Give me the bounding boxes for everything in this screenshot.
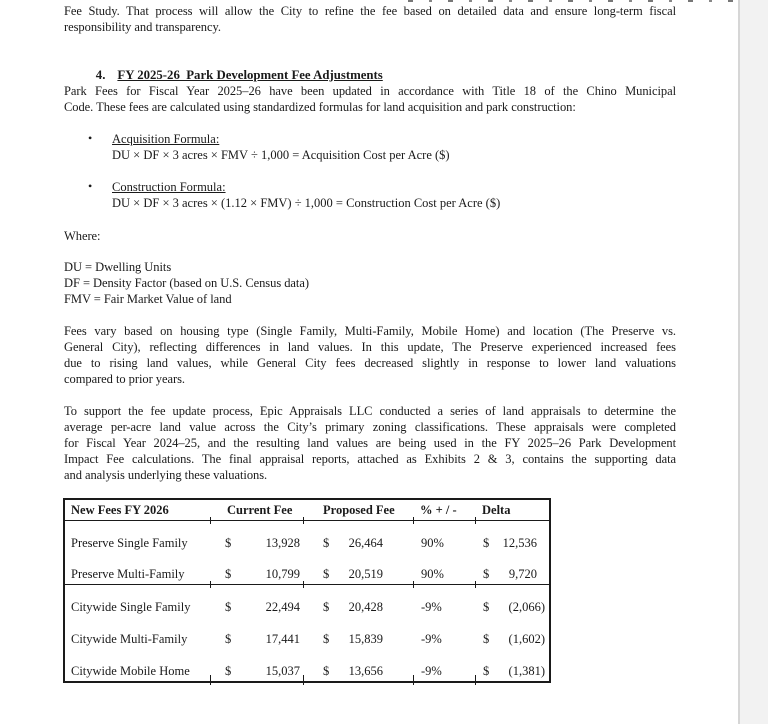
fee-cell [475,567,549,584]
fee-cell [210,536,303,553]
variable-definitions [64,259,676,307]
paragraph-fee-study [64,3,676,35]
gridline-tick [475,517,476,524]
column-header: % + / - [420,503,457,517]
bullet-acquisition-formula [64,131,676,163]
bullet-icon: • [88,179,93,193]
gridline-tick [413,517,414,524]
currency-symbol: $ [483,664,490,678]
fee-value: 17,441 [265,632,300,646]
fee-cell [475,536,549,553]
currency-symbol: $ [483,632,490,646]
gridline-tick [303,581,304,588]
column-header: Current Fee [227,503,293,517]
formula-text: DU × DF × 3 acres × FMV ÷ 1,000 = Acquisition Cost per Acre ($) [112,148,450,162]
fee-table-body [65,521,549,681]
text-line: FMV = Fair Market Value of land [64,292,232,306]
text-line: and analysis underlying these valuations. [64,468,268,482]
gridline-tick [210,581,211,588]
table-row [65,617,549,649]
fee-cell [210,600,303,617]
currency-symbol: $ [323,664,330,678]
currency-symbol: $ [225,536,232,550]
gridline-tick [303,675,304,685]
fee-cell [303,600,413,617]
pct-change: -9% [421,632,442,646]
currency-symbol: $ [225,567,232,581]
fee-value: 13,928 [265,536,300,550]
text-line: responsibility and transparency. [64,20,221,34]
fee-value: (1,381) [508,664,545,678]
fee-cell [210,567,303,584]
text-line: average per-acre land value across the City’s primary zoning classifications. These appraisals were completed [64,420,676,434]
fee-cell [210,632,303,649]
viewer-gutter [738,0,753,724]
gridline-tick [475,675,476,685]
fee-table-header [65,500,549,521]
text-line: General City), reflecting differences in land values. In this update, The Preserve experienced increased fees [64,340,676,354]
gridline-tick [413,581,414,588]
row-label: Citywide Mobile Home [71,664,190,678]
gridline-tick [413,675,414,685]
fee-value: 10,799 [265,567,300,581]
fee-cell [475,600,549,617]
text-line: compared to prior years. [64,372,185,386]
text-line: Park Fees for Fiscal Year 2025–26 have been updated in accordance with Title 18 of the Chino Municipal [64,84,676,98]
row-label: Preserve Multi-Family [71,567,185,581]
currency-symbol: $ [225,632,232,646]
text-line: DF = Density Factor (based on U.S. Census data) [64,276,309,290]
text-line: Fees vary based on housing type (Single Family, Multi-Family, Mobile Home) and location (The Preserve vs. [64,324,676,338]
bullet-icon: • [88,131,93,145]
fee-cell [303,632,413,649]
text-line: due to rising land values, while General City fees decreased slightly in response to lower land valuations [64,356,676,370]
fee-table [63,498,551,683]
fee-value: (1,602) [508,632,545,646]
fee-value: 26,464 [348,536,383,550]
gridline-tick [210,675,211,685]
currency-symbol: $ [323,567,330,581]
text-line: Code. These fees are calculated using standardized formulas for land acquisition and park construction: [64,100,576,114]
clipped-line-fragment [408,0,744,2]
pct-change: -9% [421,600,442,614]
text-line: Impact Fee calculations. The final appraisal reports, attached as Exhibits 2 & 3, contains the supporting data [64,452,676,466]
row-label: Preserve Single Family [71,536,188,550]
currency-symbol: $ [225,664,232,678]
formula-label: Construction Formula: [112,180,226,194]
currency-symbol: $ [483,536,490,550]
currency-symbol: $ [323,632,330,646]
column-header: Delta [482,503,511,517]
row-label: Citywide Multi-Family [71,632,188,646]
pct-change: -9% [421,664,442,678]
gridline-tick [210,517,211,524]
fee-cell [210,664,303,681]
currency-symbol: $ [323,600,330,614]
fee-value: 20,519 [348,567,383,581]
text-line: for Fiscal Year 2024–25, and the resulting land values are being used in the FY 2025–26 Park Development [64,436,676,450]
text-line: To support the fee update process, Epic Appraisals LLC conducted a series of land appraisals to determine the [64,404,676,418]
table-row [65,553,549,585]
gridline-tick [475,581,476,588]
fee-value: 22,494 [265,600,300,614]
fee-value: 20,428 [348,600,383,614]
currency-symbol: $ [483,567,490,581]
column-header: New Fees FY 2026 [71,503,169,517]
fee-cell [475,664,549,681]
text-line: DU = Dwelling Units [64,260,172,274]
fee-value: (2,066) [508,600,545,614]
currency-symbol: $ [225,600,232,614]
fee-cell [303,567,413,584]
fee-cell [475,632,549,649]
table-row [65,649,549,681]
gridline-tick [303,517,304,524]
pct-change: 90% [421,567,444,581]
column-header: Proposed Fee [323,503,395,517]
formula-label: Acquisition Formula: [112,132,220,146]
formula-text: DU × DF × 3 acres × (1.12 × FMV) ÷ 1,000 = Construction Cost per Acre ($) [112,196,501,210]
fee-value: 9,720 [508,567,537,581]
where-label: Where: [64,229,101,243]
paragraph-appraisals [64,403,676,483]
fee-cell [303,664,413,681]
fee-value: 15,037 [265,664,300,678]
fee-value: 12,536 [502,536,537,550]
row-label: Citywide Single Family [71,600,191,614]
fee-value: 13,656 [348,664,383,678]
fee-value: 15,839 [348,632,383,646]
fee-cell [303,536,413,553]
paragraph-park-fees [64,83,676,115]
table-row [65,585,549,617]
pct-change: 90% [421,536,444,550]
heading-number: 4. [95,68,106,82]
heading-title: FY 2025-26 Park Development Fee Adjustments [117,68,383,82]
bullet-construction-formula [64,179,676,211]
paragraph-fees-vary [64,323,676,387]
currency-symbol: $ [323,536,330,550]
text-line: Fee Study. That process will allow the City to refine the fee based on detailed data and ensure long-term fiscal [64,4,676,18]
currency-symbol: $ [483,600,490,614]
table-row [65,521,549,553]
